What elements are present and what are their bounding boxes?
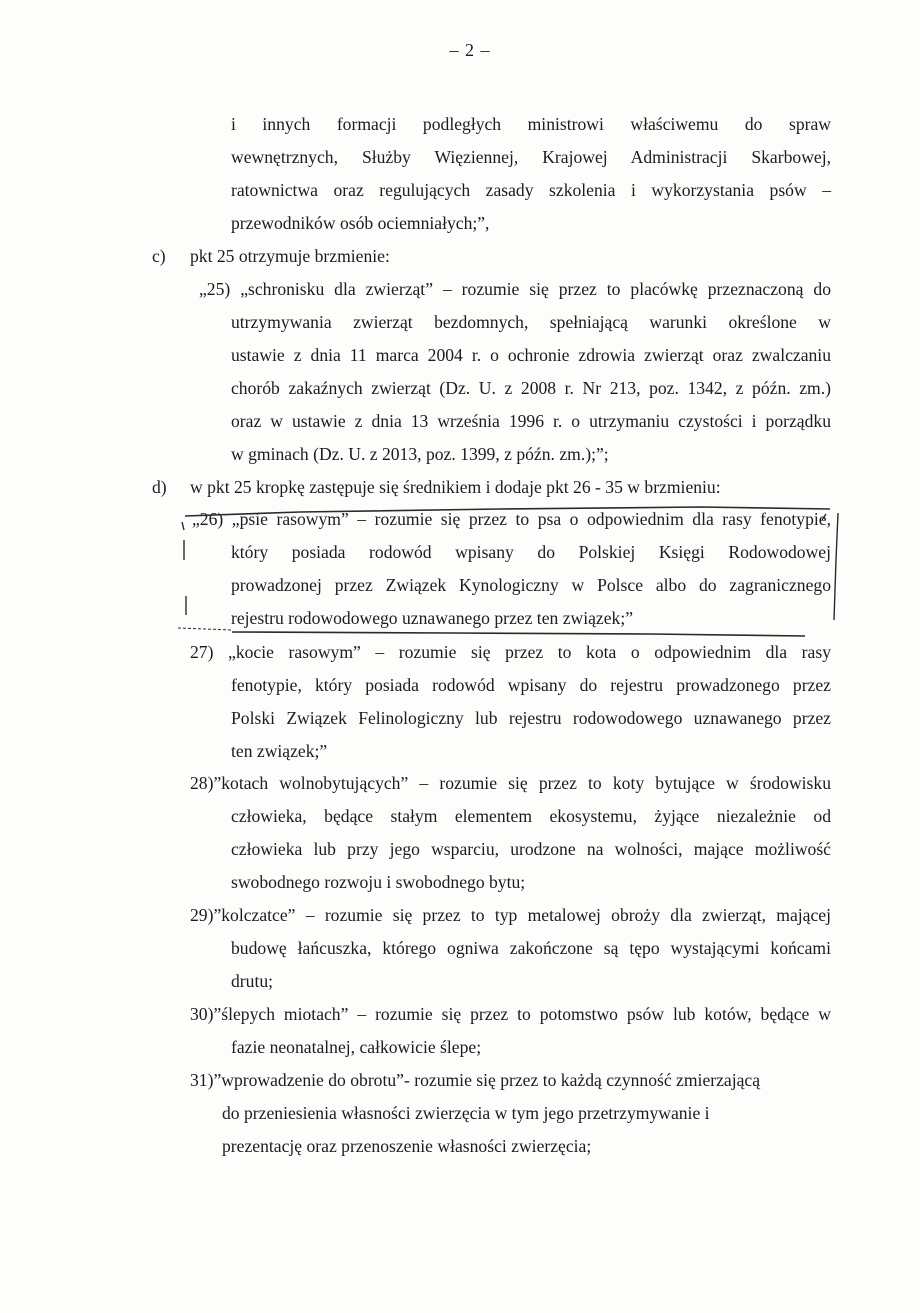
text-line: 30)”ślepych miotach” – rozumie się przez to potomstwo psów lub kotów, będące w: [190, 1004, 831, 1024]
text-line: który posiada rodowód wpisany do Polskiej Księgi Rodowodowej: [231, 542, 831, 562]
text-line: chorób zakaźnych zwierząt (Dz. U. z 2008 r. Nr 213, poz. 1342, z późn. zm.): [231, 378, 831, 398]
text-line: 29)”kolczatce” – rozumie się przez to typ metalowej obroży dla zwierząt, mającej: [190, 905, 831, 925]
text-line: ten związek;”: [231, 741, 328, 761]
text-line: prowadzonej przez Związek Kynologiczny w Polsce albo do zagranicznego: [231, 575, 831, 595]
text-line: ustawie z dnia 11 marca 2004 r. o ochronie zdrowia zwierząt oraz zwalczaniu: [231, 345, 831, 365]
text-line: utrzymywania zwierząt bezdomnych, spełniającą warunki określone w: [231, 312, 831, 332]
text-line: 27) „kocie rasowym” – rozumie się przez to kota o odpowiednim dla rasy: [190, 642, 831, 662]
text-line: człowieka lub przy jego wsparciu, urodzone na wolności, mające możliwość: [231, 839, 831, 859]
text-line: 28)”kotach wolnobytujących” – rozumie się przez to koty bytujące w środowisku: [190, 773, 831, 793]
text-line: fazie neonatalnej, całkowicie ślepe;: [231, 1037, 482, 1057]
text-line: „25) „schronisku dla zwierząt” – rozumie się przez to placówkę przeznaczoną do: [199, 279, 831, 299]
list-item-heading: w pkt 25 kropkę zastępuje się średnikiem i dodaje pkt 26 - 35 w brzmieniu:: [190, 477, 721, 497]
list-item-heading: pkt 25 otrzymuje brzmienie:: [190, 246, 390, 266]
text-line: swobodnego rozwoju i swobodnego bytu;: [231, 872, 526, 892]
page-number: – 2 –: [449, 40, 491, 60]
text-line: człowieka, będące stałym elementem ekosystemu, żyjące niezależnie od: [231, 806, 831, 826]
text-line: prezentację oraz przenoszenie własności zwierzęcia;: [222, 1136, 592, 1156]
list-marker: c): [152, 246, 166, 266]
text-line: do przeniesienia własności zwierzęcia w tym jego przetrzymywanie i: [222, 1103, 710, 1123]
text-line: wewnętrznych, Służby Więziennej, Krajowej Administracji Skarbowej,: [231, 147, 831, 167]
text-line: „26) „psie rasowym” – rozumie się przez to psa o odpowiednim dla rasy fenotypie,: [192, 509, 831, 529]
list-marker: d): [152, 477, 167, 497]
text-line: przewodników osób ociemniałych;”,: [231, 213, 490, 233]
text-line: 31)”wprowadzenie do obrotu”- rozumie się przez to każdą czynność zmierzającą: [190, 1070, 761, 1090]
text-line: oraz w ustawie z dnia 13 września 1996 r. o utrzymaniu czystości i porządku: [231, 411, 831, 431]
text-line: w gminach (Dz. U. z 2013, poz. 1399, z późn. zm.);”;: [231, 444, 609, 464]
text-line: Polski Związek Felinologiczny lub rejestru rodowodowego uznawanego przez: [231, 708, 831, 728]
text-line: ratownictwa oraz regulujących zasady szkolenia i wykorzystania psów –: [231, 180, 831, 200]
text-line: drutu;: [231, 971, 274, 991]
text-line: fenotypie, który posiada rodowód wpisany do rejestru prowadzonego przez: [231, 675, 831, 695]
text-line: budowę łańcuszka, którego ogniwa zakończone są tępo wystającymi końcami: [231, 938, 831, 958]
text-line: rejestru rodowodowego uznawanego przez ten związek;”: [231, 608, 634, 628]
text-line: i innych formacji podległych ministrowi właściwemu do spraw: [231, 114, 831, 134]
